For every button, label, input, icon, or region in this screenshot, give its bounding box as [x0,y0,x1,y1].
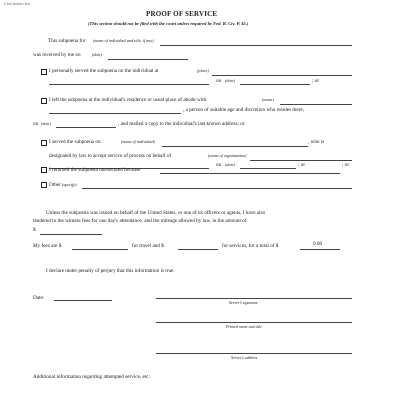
other-checkbox[interactable] [41,182,47,188]
subpoena-for-field[interactable] [160,45,352,46]
perjury-declaration: I declare under penalty of perjury that this information is true. [46,268,175,274]
agent-org-field[interactable] [250,160,352,161]
received-by-label: was received by me on [33,52,81,58]
subpoena-for-hint: (name of individual and title, if any) [93,38,154,43]
agent-name-field[interactable] [162,146,308,147]
residence-name-field[interactable] [280,104,352,105]
unexecuted-or-label: ; or [342,162,350,168]
printed-name-caption: Printed name and title [226,324,262,329]
agent-date-hint: (date) [225,162,235,167]
personal-or-label: ; or [312,78,320,84]
address-caption: Server's address [231,355,258,360]
services-label: for services, for a total of $ [222,243,279,249]
personal-place-field-2[interactable] [49,84,209,85]
residence-name-hint: (name) [262,97,274,102]
total-fee-field[interactable] [300,249,340,250]
date-field[interactable] [54,300,112,301]
fees-paragraph-line-1: Unless the subpoena was issued on behalf of the United States, or one of its officers or agents, I have also [46,210,266,216]
personal-date-field[interactable] [240,84,310,85]
date-label: Date: [33,295,45,301]
personal-service-checkbox[interactable] [41,69,47,75]
other-field[interactable] [82,188,352,189]
subpoena-for-label: This subpoena for [48,38,86,44]
received-date-hint: (date) [92,52,102,57]
travel-fee-field[interactable] [72,249,128,250]
agent-service-checkbox[interactable] [41,140,47,146]
travel-label: for travel and $ [132,243,164,249]
agent-org-hint: (name of organization) [208,153,247,158]
agent-on-label: on [216,162,222,168]
form-subtitle: (This section should not be filed with the court unless required by Fed. R. Civ. P. 45.) [88,21,249,26]
unexecuted-reason-field[interactable] [160,173,340,174]
residence-checkbox[interactable] [41,98,47,104]
personal-place-hint: (place) [197,68,209,73]
agent-or-label: ; or [298,162,306,168]
unexecuted-label: I returned the subpoena unexecuted because [49,167,141,173]
fees-dollar-sign: $ [33,227,36,233]
personal-place-field[interactable] [212,75,352,76]
services-fee-field[interactable] [178,249,218,250]
agent-who-is-label: , who is [308,139,325,145]
residence-mail-label: , and mailed a copy to the individual's last known address; or [118,121,245,127]
form-title: PROOF OF SERVICE [146,10,218,18]
unexecuted-checkbox[interactable] [41,167,47,173]
agent-service-label: I served the subpoena on [49,139,101,145]
signature-caption: Server's signature [229,300,258,305]
agent-date-field[interactable] [240,168,296,169]
witness-fees-field[interactable] [40,234,102,235]
residence-date-field[interactable] [56,127,116,128]
residence-date-hint: (date) [41,121,51,126]
total-fee-value: 0.00 [313,241,323,247]
my-fees-label: My fees are $ [33,243,62,249]
residence-person-label: , a person of suitable age and discretion who resides there, [183,107,305,113]
civil-action-label: Civil Action No. [4,1,31,6]
residence-name-field-2[interactable] [49,113,181,114]
additional-info-label: Additional information regarding attempted service, etc: [33,374,150,380]
received-date-field[interactable] [108,59,188,60]
address-field[interactable] [156,353,352,354]
fees-paragraph-line-2: tendered to the witness fees for one day's attendance, and the mileage allowed by law, in the amount of [33,218,247,224]
printed-name-field[interactable] [156,322,352,323]
residence-label: I left the subpoena at the individual's residence or usual place of abode with [49,97,207,103]
other-label: Other [49,182,61,188]
personal-service-label: I personally served the subpoena on the individual at [49,68,159,74]
signature-field[interactable] [156,298,352,299]
personal-date-hint: (date) [225,78,235,83]
agent-designated-label: designated by law to accept service of process on behalf of [49,153,172,159]
residence-on-label: on [33,121,39,127]
other-hint: (specify): [62,182,78,187]
agent-name-hint: (name of individual) [121,139,156,144]
personal-on-label: on [216,78,222,84]
